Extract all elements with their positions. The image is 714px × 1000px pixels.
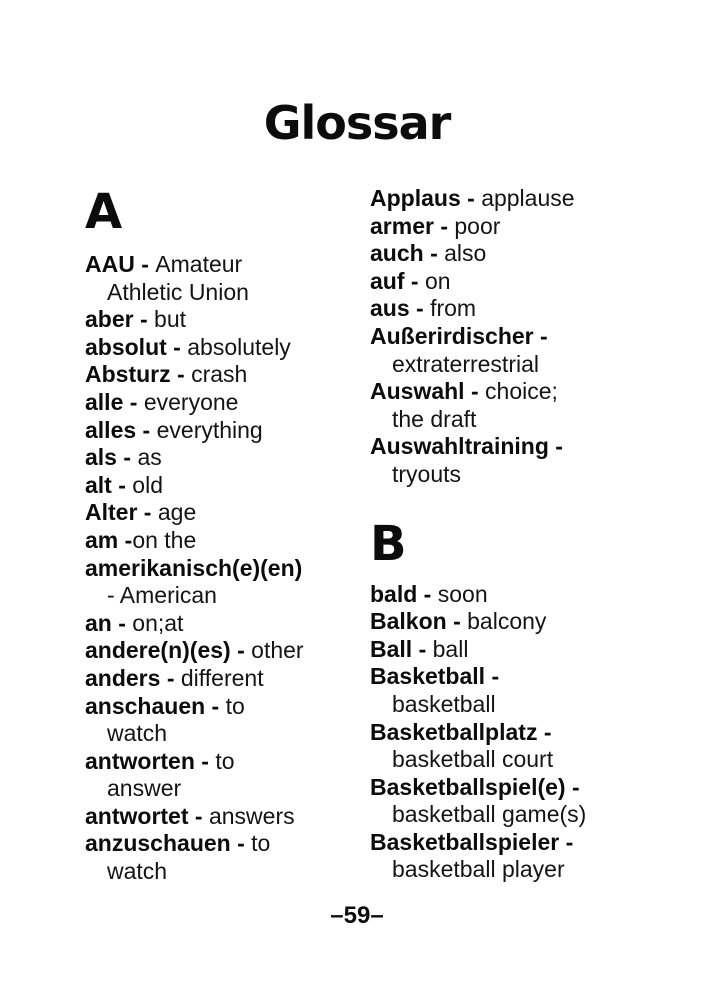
entry-line [85,472,357,500]
entry-line [370,295,655,323]
entries-section-a-column-1 [85,251,357,886]
entry-definition: to [225,692,245,719]
entry-definition: answers [208,802,295,829]
entry-term: Auswahltraining [370,433,549,460]
entry-term: alle [85,388,124,415]
entry-separator: - [166,333,188,360]
entry-line [370,185,655,213]
glossary-entry [85,417,357,445]
entry-separator: - [123,388,144,415]
entry-separator: - [230,830,252,857]
glossary-entry [370,636,655,664]
entry-term: alt [85,471,112,498]
entry-definition: choice; [485,378,558,405]
entry-definition: age [157,499,197,526]
entry-separator: - [537,718,552,745]
entry-line [370,636,655,664]
glossary-entry [370,378,655,433]
entry-definition-continued: watch [107,720,168,747]
entry-line [85,555,357,583]
entry-definition: but [154,306,187,333]
entry-term: Auswahl [370,378,465,405]
entry-definition: different [180,664,264,691]
entry-line [370,719,655,747]
entry-definition: balcony [467,608,547,635]
entry-definition: other [251,637,304,664]
glossary-column-left [85,185,357,886]
entry-separator: - [533,322,548,349]
glossary-entry [370,268,655,296]
glossary-entry [85,389,357,417]
entry-definition: on;at [132,609,184,636]
entry-separator: - [111,609,133,636]
entry-line [370,378,655,406]
entry-term: antwortet [85,802,189,829]
entry-definition: also [444,240,487,267]
entry-line [85,499,357,527]
page-title: Glossar [263,96,451,150]
entry-definition: soon [437,580,488,607]
entry-line [85,610,357,638]
entry-line [85,527,357,555]
entry-separator: - [230,637,252,664]
entry-separator: - [170,361,192,388]
entry-separator: - [205,692,226,719]
entry-definition-continued: basketball court [392,746,554,773]
entry-definition-continued: watch [107,858,168,885]
glossary-entry [85,610,357,638]
entry-definition-continued: Athletic Union [107,278,249,305]
glossary-column-right [370,185,655,884]
glossary-entry [85,444,357,472]
entry-definition: to [215,747,235,774]
entry-line [370,663,655,691]
glossary-entry [370,433,655,488]
entry-line [370,323,655,351]
entry-term: als [85,444,117,471]
entry-term: Basketball [370,663,486,690]
glossary-entry [85,637,357,665]
entry-definition-continued: extraterrestrial [392,350,539,377]
entry-definition: on the [132,526,197,553]
entry-term: anschauen [85,692,206,719]
entry-separator: - [409,295,431,322]
page-number: –59– [330,902,384,929]
entry-separator: - [404,267,425,294]
entry-line [370,213,655,241]
entry-separator: - [417,580,438,607]
glossary-entry [85,251,357,306]
entry-separator: - [423,240,445,267]
entry-separator: - [548,433,563,460]
entry-definition-continued: tryouts [392,460,462,487]
entry-line [370,829,655,857]
entry-term: Ball [370,635,413,662]
glossary-entry [85,830,357,885]
entry-definition: crash [191,361,248,388]
glossary-entry [85,361,357,389]
entry-separator: - [118,526,133,553]
entry-definition: everything [156,416,263,443]
entry-line [85,361,357,389]
entry-term: anzuschauen [85,830,231,857]
entry-line [85,417,357,445]
entries-section-a-column-2 [370,185,655,489]
entry-term: bald [370,580,418,607]
entries-section-b [370,581,655,885]
entry-term: Basketballspieler [370,828,560,855]
entry-separator: - [160,664,181,691]
entry-term: Außerirdischer [370,322,534,349]
entry-term: an [85,609,112,636]
entry-term: anders [85,664,161,691]
glossary-entry [85,555,357,610]
entry-term: Basketballspiel(e) [370,773,566,800]
entry-line [85,444,357,472]
glossary-entry [370,295,655,323]
entry-definition-continued: basketball player [392,856,565,883]
section-letter-a: A [85,184,122,240]
entry-term: amerikanisch(e)(en) [85,554,303,581]
entry-line [85,803,357,831]
entry-term: AAU [85,251,135,277]
entry-line [85,334,357,362]
entry-term: auch [370,240,424,267]
entry-separator: - [133,306,155,333]
entry-line [370,774,655,802]
entry-line [370,268,655,296]
entry-definition-continued: answer [107,775,182,802]
entry-definition: absolutely [187,333,291,360]
entry-line [85,665,357,693]
entry-definition: everyone [143,388,239,415]
glossary-entry [85,748,357,803]
entry-line [370,433,655,461]
entry-separator: - [136,416,157,443]
entry-term: Balkon [370,608,447,635]
entry-line [370,581,655,609]
glossary-entry [85,803,357,831]
entry-line [370,608,655,636]
entry-separator: - [194,747,216,774]
entry-term: armer [370,212,434,239]
entry-separator: - [433,212,455,239]
glossary-entry [85,665,357,693]
entry-definition: Amateur [155,251,243,277]
entry-term: am [85,526,119,553]
entry-term: Absturz [85,361,171,388]
entry-definition: on [424,267,451,294]
glossary-entry [370,608,655,636]
entry-separator: - [565,773,580,800]
glossary-entry [370,774,655,829]
entry-separator: - [188,802,209,829]
glossary-entry [370,240,655,268]
entry-line [85,306,357,334]
glossary-entry [370,719,655,774]
glossary-entry [85,306,357,334]
entry-line [85,389,357,417]
entry-separator: - [559,828,574,855]
glossary-entry [85,693,357,748]
entry-separator: - [460,185,482,211]
entry-separator: - [134,251,156,277]
entry-definition: poor [454,212,501,239]
entry-term: Applaus [370,185,461,211]
entry-term: andere(n)(es) [85,637,231,664]
glossary-entry [370,323,655,378]
entry-definition: applause [481,185,575,211]
glossary-entry [85,499,357,527]
entry-term: auf [370,267,405,294]
entry-line [370,240,655,268]
glossary-entry [370,213,655,241]
entry-definition-continued: the draft [392,405,477,432]
entry-term: alles [85,416,137,443]
entry-line [85,693,357,721]
entry-definition: to [251,830,271,857]
entry-line [85,251,357,279]
entry-definition: as [137,444,162,471]
entry-separator: - [446,608,468,635]
entry-definition: old [132,471,163,498]
glossary-entry [85,334,357,362]
glossary-entry [370,829,655,884]
entry-separator: - [485,663,500,690]
entry-separator: - [116,444,138,471]
entry-definition-continued: basketball [392,690,496,717]
entry-line [85,830,357,858]
glossary-entry [85,472,357,500]
entry-definition: from [430,295,477,322]
glossary-entry [370,185,655,213]
entry-definition-continued: basketball game(s) [392,801,587,828]
entry-line [85,637,357,665]
entry-term: absolut [85,333,167,360]
glossary-entry [370,663,655,718]
entry-term: aber [85,306,134,333]
glossary-entry [85,527,357,555]
section-letter-b: B [370,515,406,572]
entry-term: aus [370,295,410,322]
entry-term: antworten [85,747,195,774]
glossary-entry [370,581,655,609]
entry-definition-continued: - American [107,582,217,609]
entry-separator: - [111,471,133,498]
entry-term: Basketballplatz [370,718,538,745]
entry-line [85,748,357,776]
entry-definition: ball [432,635,469,662]
entry-separator: - [412,635,433,662]
entry-separator: - [464,378,486,405]
entry-separator: - [137,499,158,526]
entry-term: Alter [85,499,138,526]
